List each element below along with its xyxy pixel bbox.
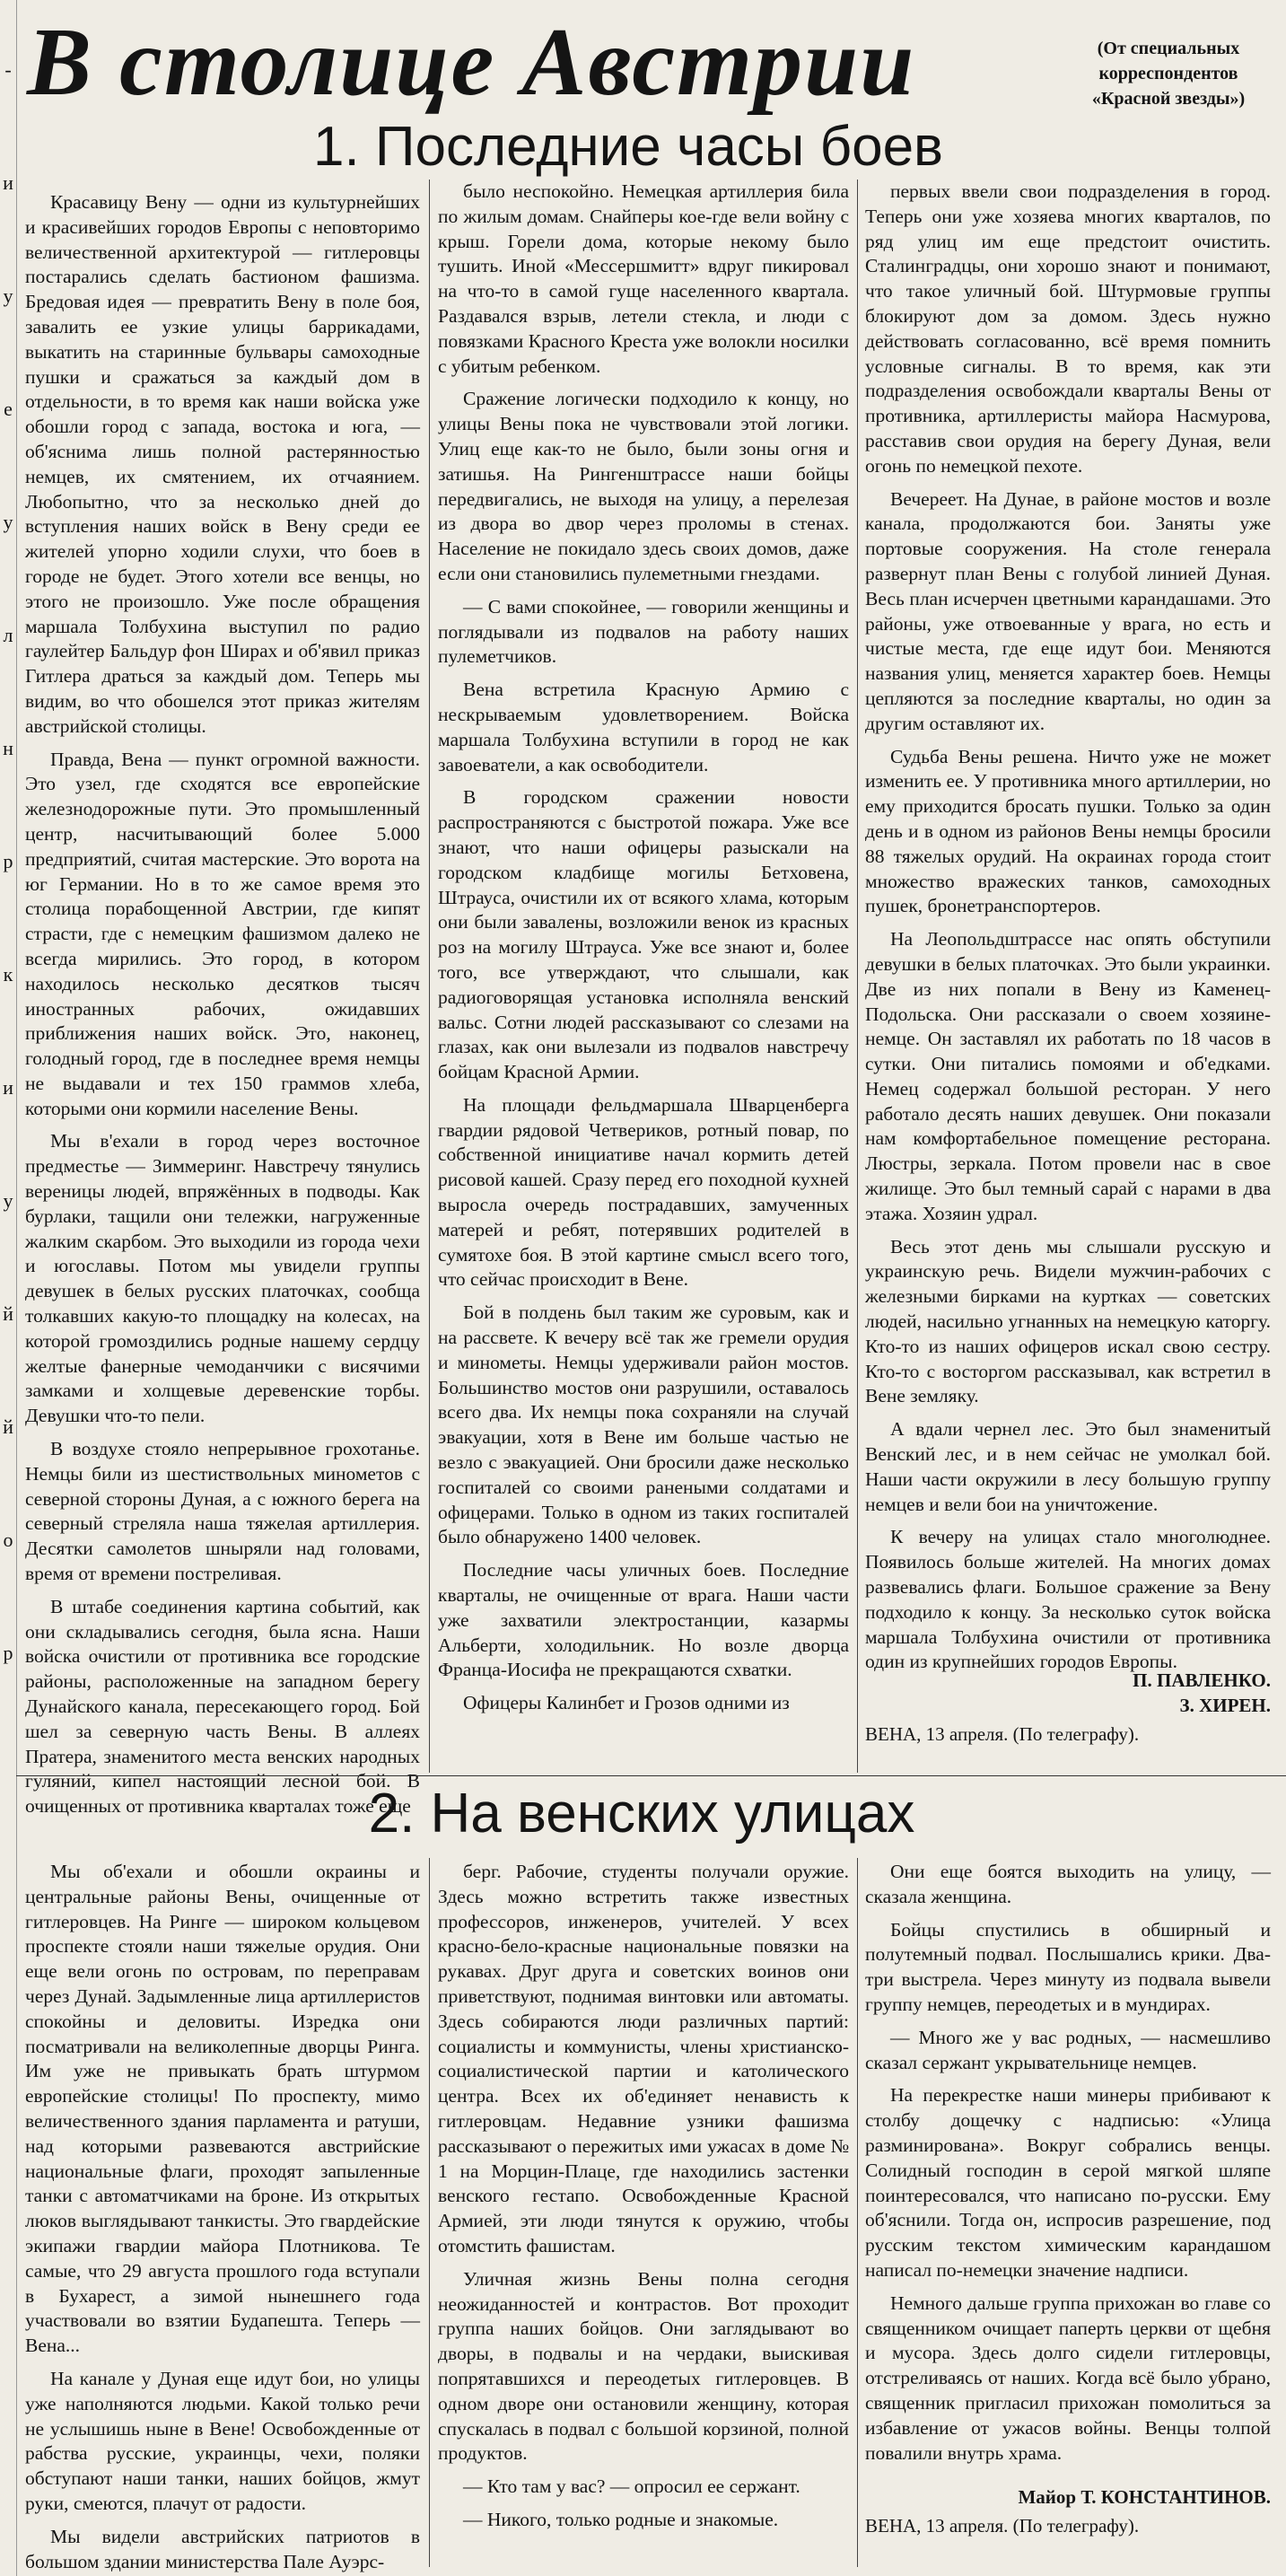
article-paragraph: На перекрестке наши минеры прибивают к столбу дощечку с надписью: «Улица разминирована». Вокруг собрались венцы. Солидный господин в серой мягкой шляпе поинтересовался, что написано по-русски. Ему об'яснили. Тогда он, испросив разрешение, под русским текстом химическим карандашом написал по-немецки значение надписи. xyxy=(865,2084,1271,2281)
article-paragraph: Вечереет. На Дунае, в районе мостов и возле канала, продолжаются бои. Заняты уже портовые сооружения. На столе генерала развернут план Вены с голубой линией Дуная. Весь план исчерчен цветными карандашами. Это районы, уже отвоеванные у врага, но есть и чистые места, где еще идут бои. Меняются названия улиц, меняется характер боев. Немцы цепляются за последние кварталы, но один за другим оставляют их. xyxy=(865,487,1271,734)
gutter-glyph: й xyxy=(3,1302,13,1325)
article-paragraph: На площади фельдмаршала Шварценберга гвардии рядовой Четвериков, ротный повар, по собственной инициативе начал кормить детей рисовой кашей. Сразу перед его походной кухней выросла очередь пострадавших, замученных матерей и ребят, потерявших родителей в сумятохе боя. В этой картине смысл всего того, что сейчас происходит в Вене. xyxy=(438,1093,849,1291)
article-paragraph: Бой в полдень был таким же суровым, как и на рассвете. К вечеру всё так же гремели орудия и минометы. Немцы удерживали район мостов. Большинство мостов они разрушили, оставалось всего два. Их немцы пока сохраняли на случай эвакуации, хотя в Вене им больше частью не везло с эвакуацией. Они бросили даже несколько госпиталей со своими ранеными солдатами и офицерами. Только в одном из таких госпиталей было обнаружено 1400 человек. xyxy=(438,1301,849,1548)
article-paragraph: Офицеры Калинбет и Грозов одними из xyxy=(463,1692,790,1714)
gutter-glyph: р xyxy=(3,850,13,872)
correspondent-credit xyxy=(1061,36,1276,111)
gutter-glyph: - xyxy=(4,58,12,81)
section-2-column-1 xyxy=(25,1860,420,2572)
article-paragraph: В воздухе стояло непрерывное грохотанье. Немцы били из шестиствольных минометов с северной стороны Дуная, а с южного берега на северный стреляла наша тяжелая артиллерия. Десятки самолетов шныряли над головами, время от времени постреливая. xyxy=(25,1438,420,1585)
article-paragraph: На Леопольдштрассе нас опять обступили девушки в белых платочках. Это были украинки. Две из них попали в Вену из Каменец-Подольска. Они рассказали о своем хозяине-немце. Он заставлял их работать по 18 часов в сутки. Они питались помоями и об'едками. Немец содержал большой ресторан. У него работало десять наших девушек. Они показали нам комфортабельное помещение ресторана. Люстры, зеркала. Потом провели нас в свое жилище. Это был темный сарай с нарами в два этажа. Хозяин удрал. xyxy=(865,928,1271,1224)
article-paragraph: В штабе соединения картина событий, как они складывались сегодня, была ясна. Наши войска очистили от противника все городские районы, расположенные на западном берегу Дунайского канала, пересекающего город. Бой шел за северную часть Вены. В аллеях Пратера, знаменитого места венских народных гуляний, кипел настоящий лесной бой. В очищенных от противника кварталах тоже еще xyxy=(25,1595,420,1818)
section-1-column-3-wrap xyxy=(865,180,1271,1770)
article-paragraph: первых ввели свои подразделения в город. Теперь они уже хозяева многих кварталов, по ряд улиц им еще предстоит очистить. Сталинградцы, они хорошо знают и понимают, что такое уличный бой. Штурмовые группы блокируют дом за домом. Здесь нужно действовать согласованно, всё время помнить условные сигналы. В то время, как эти подразделения освобождали кварталы Вены от противника, артиллеристы майора Насмурова, расставив свои орудия на берегу Дуная, вели огонь по немецкой пехоте. xyxy=(865,180,1271,477)
section-divider xyxy=(16,1775,1286,1776)
gutter-glyph: у xyxy=(3,285,13,307)
section-1-title: 1. Последние часы боев xyxy=(312,116,943,178)
section-1-column-3 xyxy=(865,180,1271,1673)
credit-line: «Красной звезды») xyxy=(1091,89,1246,109)
section-1-column-2 xyxy=(438,180,849,1770)
section-2-column-3 xyxy=(865,1860,1271,2479)
section-1-column-1 xyxy=(25,190,420,1818)
page-title: В столице Австрии xyxy=(27,9,916,116)
article-paragraph: Мы об'ехали и обошли окраины и центральные районы Вены, очищенные от гитлеровцев. На Ринге — широком кольцевом проспекте стояли наши тяжелые орудия. Они еще вели огонь по островам, по переправам через Дунай. Задымленные лица артиллеристов спокойны и деловиты. Изредка они посматривали на великолепные дворцы Ринга. Им уже не привыкать брать штурмом европейские столицы! По проспекту, мимо величественного здания парламента и ратуши, над которыми развеваются австрийские национальные флаги, проходят запыленные танки с автоматчиками на броне. Из открытых люков выглядывают танкисты. Это гвардейские экипажи гвардии майора Плотникова. Те самые, что 29 августа прошлого года вступали в Бухарест, а зимой нынешнего года участвовали во взятии Будапешта. Теперь — Вена... xyxy=(25,1861,420,2357)
article-paragraph: — Кто там у вас? — опросил ее сержант. xyxy=(463,2475,800,2498)
article-paragraph: А вдали чернел лес. Это был знаменитый Венский лес, и в нем сейчас не умолкал бой. Наши части окружили в лесу большую группу немцев и вели бои на уничтожение. xyxy=(865,1418,1271,1515)
left-gutter-fragment xyxy=(0,0,17,2576)
gutter-glyph: е xyxy=(4,398,13,420)
gutter-glyph: у xyxy=(3,511,13,533)
author-signature: П. ПАВЛЕНКО. xyxy=(1133,1669,1271,1691)
gutter-glyph: и xyxy=(3,171,13,194)
article-paragraph: К вечеру на улицах стало многолюднее. Появилось больше жителей. На многих домах развевались флаги. Большое сражение за Вену подходило к концу. За несколько суток войска маршала Толбухина очистили от противника один из крупнейших городов Европы. xyxy=(865,1526,1271,1673)
article-paragraph: Мы видели австрийских патриотов в большом здании министерства Пале Ауэрс- xyxy=(25,2525,420,2572)
article-paragraph: Бойцы спустились в обширный и полутемный подвал. Послышались крики. Два-три выстрела. Через минуту из подвала вывели группу немцев, переодетых и в мундирах. xyxy=(865,1918,1271,2015)
section-2-title: 2. На венских улицах xyxy=(368,1783,915,1844)
section-2-column-3-wrap xyxy=(865,1860,1271,2569)
gutter-glyph: й xyxy=(3,1415,13,1438)
column-divider xyxy=(429,180,430,1773)
gutter-glyph: к xyxy=(3,963,13,986)
article-paragraph: было неспокойно. Немецкая артиллерия била по жилым домам. Снайперы кое-где вели войну с крыш. Горели дома, которые некому было тушить. Иной «Мессершмитт» вдруг пикировал на что-то в самой гуще населенного квартала. Раздавался взрыв, летели стекла, и люди с повязками Красного Креста уже волокли носилки с убитым ребенком. xyxy=(438,180,849,377)
credit-line: корреспондентов xyxy=(1098,64,1238,83)
article-paragraph: Сражение логически подходило к концу, но улицы Вены пока не чувствовали этой логики. Улиц еще как-то не было, были зоны огня и затишья. На Рингенштрассе наши бойцы передвигались, не выходя на улицу, а перелезая из двора во двор через проломы в стенах. Население не покидало здесь своих домов, даже если они становились пулеметными гнездами. xyxy=(438,388,849,584)
article-paragraph: Весь этот день мы слышали русскую и украинскую речь. Видели мужчин-рабочих с железными бирками на куртках — советских людей, насильно угнанных на немецкую каторгу. Кто-то из наших офицеров искал свою сестру. Кто-то с восторгом рассказывал, как встретил в Вене земляку. xyxy=(865,1235,1271,1407)
article-paragraph: Мы в'ехали в город через восточное предместье — Зиммеринг. Навстречу тянулись вереницы людей, впряжённых в подводы. Как бурлаки, тащили они тележки, нагруженные жалким скарбом. Это выходили из города чехи и югославы. Потом мы увидели группы девушек в белых русских платочках, сообща толкавших какую-то площадку на колесах, на которой громоздились родные нашему сердцу желтые фанерные чемоданчики с висячими замками и холщевые деревенские торбы. Девушки что-то пели. xyxy=(25,1130,420,1427)
article-paragraph: Последние часы уличных боев. Последние кварталы, не очищенные от врага. Наши части уже захватили электростанции, казармы Альберти, холодильник. Но возле дворца Франца-Иосифа не прекращаются схватки. xyxy=(438,1559,849,1681)
column-divider xyxy=(857,1858,858,2567)
article-paragraph: На канале у Дуная еще идут бои, но улицы уже наполняются людьми. Какой только речи не услышишь ныне в Вене! Освобожденные от рабства русские, украинцы, чехи, поляки обступают наши танки, наших бойцов, жмут руки, смеются, плачут от радости. xyxy=(25,2367,420,2514)
gutter-glyph: о xyxy=(3,1529,13,1551)
article-paragraph: Вена встретила Красную Армию с нескрываемым удовлетворением. Войска маршала Толбухина вступили в город не как завоеватели, а как освободители. xyxy=(438,679,849,775)
article-paragraph: Они еще боятся выходить на улицу, — сказала женщина. xyxy=(865,1861,1271,1907)
gutter-glyph: у xyxy=(3,1189,13,1212)
credit-line: (От специальных xyxy=(1097,39,1240,58)
column-divider xyxy=(857,180,858,1773)
article-paragraph: Судьба Вены решена. Ничто уже не может изменить ее. У противника много артиллерии, но ему приходится бросать пушки. Только за один день и в одном из районов Вены немцы бросили 88 тяжелых орудий. На окраинах города стоит множество вражеских танков, самоходных пушек, бронетранспортеров. xyxy=(865,745,1271,917)
article-paragraph: — С вами спокойнее, — говорили женщины и поглядывали из подвалов на работу наших пулеметчиков. xyxy=(438,595,849,668)
article-paragraph: Красавицу Вену — одни из культурнейших и красивейших городов Европы с неповторимо величественной архитектурой — гитлеровцы постарались сделать бастионом фашизма. Бредовая идея — превратить Вену в поле боя, завалить ее узкие улицы баррикадами, выкатить на старинные бульвары самоходные пушки и сражаться за каждый дом в отдельности, в то время как наши войска уже обошли город с запада, востока и юга, — об'яснима лишь полной растерянностью немцев, их смятением, их отчаянием. Любопытно, что за несколько дней до вступления наших войск в Вену среди ее жителей упорно ходили слухи, что боев в городе не будет. Этого хотели все венцы, но этого не произошло. Уже после обращения маршала Толбухина выступил по радио гаулейтер Бальдур фон Ширах и об'явил приказ Гитлера драться за каждый дом. Теперь мы видим, во что обошелся этот приказ жителям австрийской столицы. xyxy=(25,191,420,737)
gutter-glyph: л xyxy=(3,624,13,646)
dateline: ВЕНА, 13 апреля. (По телеграфу). xyxy=(865,2515,1140,2537)
gutter-glyph: и xyxy=(3,1076,13,1099)
author-signature: Майор Т. КОНСТАНТИНОВ. xyxy=(1018,2486,1271,2508)
article-paragraph: Правда, Вена — пункт огромной важности. Это узел, где сходятся все европейские железнодорожные пути. Это промышленный центр, насчитывающий более 5.000 предприятий, считая мастерские. Это ворота на юг Германии. Но в то же самое время это столица порабощенной Австрии, где кипят страсти, где с немецким фашизмом далеко не всегда мирились. Это город, в котором находилось несколько десятков тысяч иностранных рабочих, ожидавших приближения наших войск. Это, наконец, голодный город, где в последнее время немцы не выдавали и тех 150 граммов хлеба, которыми они кормили население Вены. xyxy=(25,748,420,1119)
gutter-glyph: н xyxy=(3,737,13,759)
gutter-glyph: р xyxy=(3,1642,13,1664)
column-divider xyxy=(429,1858,430,2567)
article-paragraph: Немного дальше группа прихожан во главе со священником очищает паперть церкви от щебня и мусора. Здесь долго сидели гитлеровцы, отстреливаясь от наших. Когда всё было убрано, священник пригласил прихожан помолиться за избавление от ужасов войны. Венцы толпой повалили внутрь храма. xyxy=(865,2291,1271,2464)
article-paragraph: Уличная жизнь Вены полна сегодня неожиданностей и контрастов. Вот проходит группа наших бойцов. Они заглядывают во дворы, в подвалы и на чердаки, выискивая попрятавшихся и переодетых гитлеровцев. В одном дворе они остановили женщину, которая спускалась в подвал с большой корзиной, полной продуктов. xyxy=(438,2267,849,2465)
article-paragraph: — Много же у вас родных, — насмешливо сказал сержант укрывательнице немцев. xyxy=(865,2026,1271,2073)
dateline: ВЕНА, 13 апреля. (По телеграфу). xyxy=(865,1723,1140,1745)
author-signature-block xyxy=(865,1668,1271,1718)
author-signature: З. ХИРЕН. xyxy=(1179,1695,1271,1716)
article-paragraph: берг. Рабочие, студенты получали оружие. Здесь можно встретить также известных профессоров, инженеров, учителей. У всех красно-бело-красные национальные повязки на рукавах. Друг друга и советских воинов они приветствуют, поднимая винтовки или автоматы. Здесь собираются люди различных партий: социалисты и коммунисты, члены христианско-социалистической партии и католического центра. Всех их об'единяет ненависть к гитлеровцам. Недавние узники фашизма рассказывают о пережитых ими ужасах в доме № 1 на Морцин-Плаце, где находились застенки венского гестапо. Освобожденные Красной Армией, эти люди тянутся к оружию, чтобы отомстить фашистам. xyxy=(438,1861,849,2256)
article-paragraph: — Никого, только родные и знакомые. xyxy=(463,2508,779,2530)
section-2-column-2 xyxy=(438,1860,849,2569)
article-paragraph: В городском сражении новости распространяются с быстротой пожара. Уже все знают, что наши офицеры разыскали на городском кладбище могилы Бетховена, Штрауса, очистили их от всякого хлама, которым они были завалены, возложили венок из красных роз на могилу Штрауса. Уже все знают и, более того, все утверждают, что слышали, как радиоговорящая установка исполняла венский вальс. Сотни людей рассказывают со слезами на глазах, как они вылезали из подвалов навстречу бойцам Красной Армии. xyxy=(438,786,849,1083)
